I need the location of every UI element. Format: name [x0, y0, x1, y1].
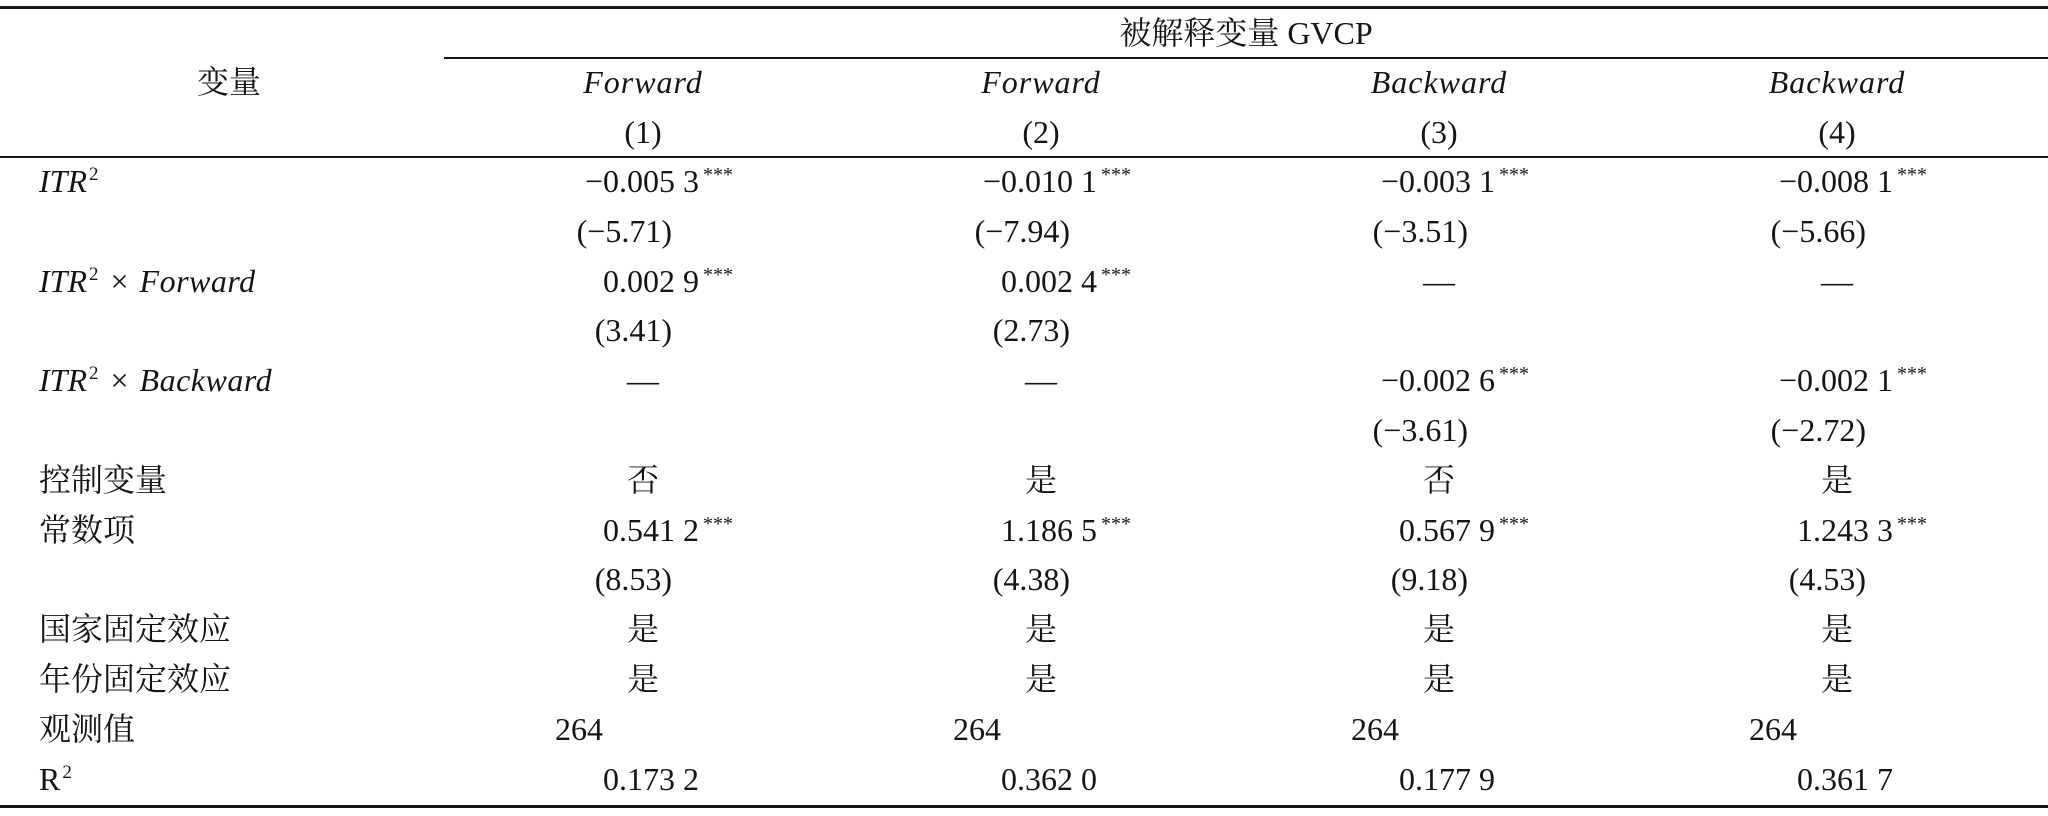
- coefficient-cell: [842, 157, 1240, 207]
- coefficient-value: −0.008 1: [1778, 163, 1893, 199]
- superscript: 2: [89, 164, 99, 185]
- column-4-number: (4): [1818, 114, 1856, 150]
- row-label-empty: [0, 406, 444, 456]
- variable-name: ITR: [39, 262, 87, 299]
- significance-stars: ***: [1101, 263, 1131, 286]
- observations-cell: 264: [953, 710, 1001, 747]
- r-squared-value: 0.362 0: [1001, 760, 1097, 797]
- row-label: [0, 356, 444, 406]
- significance-stars: ***: [703, 164, 733, 186]
- t-statistic-value: (−2.72): [1770, 411, 1866, 448]
- column-2-sample-header: Forward: [981, 64, 1101, 100]
- row-label-empty: [0, 306, 444, 356]
- indicator-cell: 是: [1024, 660, 1057, 697]
- coefficient-cell: [444, 257, 842, 307]
- coefficient-value: 0.002 4: [1001, 262, 1097, 299]
- interaction-term: Forward: [139, 262, 256, 299]
- coefficient-cell: [1240, 356, 1638, 406]
- indicator-cell: 是: [1820, 611, 1853, 648]
- row-itr-squared-x-backward-t-stat: [0, 406, 2048, 456]
- indicator-cell: 是: [1024, 611, 1057, 648]
- indicator-cell: 是: [1820, 660, 1853, 697]
- t-statistic-cell: [842, 207, 1240, 257]
- t-statistic-value: (2.73): [992, 312, 1070, 349]
- empty-cell: [444, 406, 842, 456]
- t-statistic-value: (−5.71): [576, 212, 672, 249]
- t-statistic-cell: [1240, 207, 1638, 257]
- column-1-number: (1): [624, 114, 662, 150]
- coefficient-value: −0.005 3: [584, 163, 699, 199]
- significance-stars: ***: [1897, 512, 1927, 535]
- r-squared-cell: [444, 755, 842, 805]
- indicator-cell: 是: [1820, 461, 1853, 498]
- t-statistic-value: (4.53): [1788, 561, 1866, 598]
- table-body: [0, 157, 2048, 804]
- significance-stars: ***: [1499, 164, 1529, 186]
- row-itr-squared-x-forward-t-stat: [0, 306, 2048, 356]
- t-statistic-cell: [444, 555, 842, 605]
- coefficient-value: −0.002 6: [1380, 362, 1495, 399]
- r-squared-cell: [842, 755, 1240, 805]
- row-label: 观测值: [39, 710, 136, 747]
- t-statistic-cell: [444, 207, 842, 257]
- column-3-sample-header: Backward: [1370, 64, 1508, 100]
- row-r-squared: [0, 755, 2048, 805]
- multiply-operator: ×: [110, 262, 129, 299]
- coefficient-value: −0.003 1: [1380, 163, 1495, 199]
- t-statistic-value: (4.38): [992, 561, 1070, 598]
- row-control-variables: [0, 456, 2048, 506]
- observations-cell: 264: [555, 710, 603, 747]
- t-statistic-cell: [1638, 406, 2036, 456]
- significance-stars: ***: [1897, 164, 1927, 186]
- t-statistic-value: (−5.66): [1770, 212, 1866, 249]
- row-label: 年份固定效应: [39, 660, 232, 697]
- t-statistic-cell: [1638, 207, 2036, 257]
- indicator-cell: 是: [1422, 611, 1455, 648]
- significance-stars: ***: [703, 263, 733, 286]
- coefficient-value: 1.186 5: [1001, 511, 1097, 548]
- t-statistic-cell: [842, 306, 1240, 356]
- row-constant: [0, 506, 2048, 556]
- variable-column-header: 变量: [196, 64, 261, 100]
- t-statistic-value: (3.41): [594, 312, 672, 349]
- coefficient-cell: [842, 506, 1240, 556]
- coefficient-cell: [1638, 157, 2036, 207]
- bottom-rule: [0, 805, 2048, 808]
- row-year-fixed-effects: [0, 655, 2048, 705]
- t-statistic-cell: [1638, 555, 2036, 605]
- t-statistic-cell: [1240, 406, 1638, 456]
- row-label-empty: [0, 207, 444, 257]
- statistic-name: R: [39, 760, 61, 797]
- significance-stars: ***: [1499, 512, 1529, 535]
- column-1-sample-header: Forward: [583, 64, 703, 100]
- not-applicable-cell: —: [1025, 362, 1057, 399]
- row-itr-squared-t-stat: [0, 207, 2048, 257]
- r-squared-cell: [1240, 755, 1638, 805]
- top-rule: [0, 6, 2048, 9]
- indicator-cell: 否: [1422, 461, 1455, 498]
- row-itr-squared-x-backward: [0, 356, 2048, 406]
- coefficient-value: 1.243 3: [1797, 511, 1893, 548]
- row-country-fixed-effects: [0, 605, 2048, 655]
- coefficient-value: −0.002 1: [1778, 362, 1893, 399]
- row-observations: [0, 705, 2048, 755]
- not-applicable-cell: —: [1821, 262, 1853, 299]
- coefficient-value: 0.002 9: [603, 262, 699, 299]
- row-label: 国家固定效应: [39, 611, 232, 648]
- coefficient-value: 0.567 9: [1399, 511, 1495, 548]
- significance-stars: ***: [1897, 363, 1927, 386]
- variable-name: ITR: [39, 362, 87, 399]
- r-squared-value: 0.361 7: [1797, 760, 1893, 797]
- r-squared-value: 0.177 9: [1399, 760, 1495, 797]
- spanner-rule: [444, 57, 2048, 59]
- t-statistic-cell: [1240, 555, 1638, 605]
- t-statistic-value: (−3.51): [1372, 212, 1468, 249]
- t-statistic-value: (−3.61): [1372, 411, 1468, 448]
- row-label-empty: [0, 555, 444, 605]
- row-itr-squared-x-forward: [0, 257, 2048, 307]
- empty-cell: [842, 406, 1240, 456]
- dependent-variable-header: 被解释变量 GVCP: [1119, 15, 1373, 51]
- indicator-cell: 是: [1422, 660, 1455, 697]
- coefficient-cell: [1240, 506, 1638, 556]
- indicator-cell: 是: [1024, 461, 1057, 498]
- empty-cell: [1638, 306, 2036, 356]
- significance-stars: ***: [1499, 363, 1529, 386]
- coefficient-value: 0.541 2: [603, 511, 699, 548]
- row-label: [0, 157, 444, 207]
- t-statistic-cell: [842, 555, 1240, 605]
- indicator-cell: 是: [626, 660, 659, 697]
- coefficient-cell: [444, 506, 842, 556]
- multiply-operator: ×: [110, 362, 129, 399]
- coefficient-cell: [1638, 506, 2036, 556]
- indicator-cell: 是: [626, 611, 659, 648]
- column-4-sample-header: Backward: [1768, 64, 1906, 100]
- variable-name: ITR: [39, 163, 87, 199]
- coefficient-cell: [444, 157, 842, 207]
- superscript: 2: [89, 263, 99, 285]
- t-statistic-cell: [444, 306, 842, 356]
- not-applicable-cell: —: [627, 362, 659, 399]
- t-statistic-value: (8.53): [594, 561, 672, 598]
- coefficient-cell: [842, 257, 1240, 307]
- r-squared-cell: [1638, 755, 2036, 805]
- interaction-term: Backward: [139, 362, 273, 399]
- observations-cell: 264: [1749, 710, 1797, 747]
- coefficient-cell: [1638, 356, 2036, 406]
- row-label: 控制变量: [39, 461, 168, 498]
- row-label: [0, 257, 444, 307]
- empty-cell: [1240, 306, 1638, 356]
- indicator-cell: 否: [626, 461, 659, 498]
- superscript: 2: [62, 761, 72, 783]
- not-applicable-cell: —: [1423, 262, 1455, 299]
- superscript: 2: [89, 363, 99, 385]
- row-label: 常数项: [39, 511, 136, 548]
- coefficient-value: −0.010 1: [982, 163, 1097, 199]
- t-statistic-value: (−7.94): [974, 212, 1070, 249]
- column-3-number: (3): [1420, 114, 1458, 150]
- significance-stars: ***: [1101, 164, 1131, 186]
- column-2-number: (2): [1022, 114, 1060, 150]
- significance-stars: ***: [703, 512, 733, 535]
- r-squared-value: 0.173 2: [603, 760, 699, 797]
- row-label: [0, 755, 444, 805]
- row-itr-squared: [0, 157, 2048, 207]
- row-constant-t-stat: [0, 555, 2048, 605]
- significance-stars: ***: [1101, 512, 1131, 535]
- t-statistic-value: (9.18): [1390, 561, 1468, 598]
- coefficient-cell: [1240, 157, 1638, 207]
- observations-cell: 264: [1351, 710, 1399, 747]
